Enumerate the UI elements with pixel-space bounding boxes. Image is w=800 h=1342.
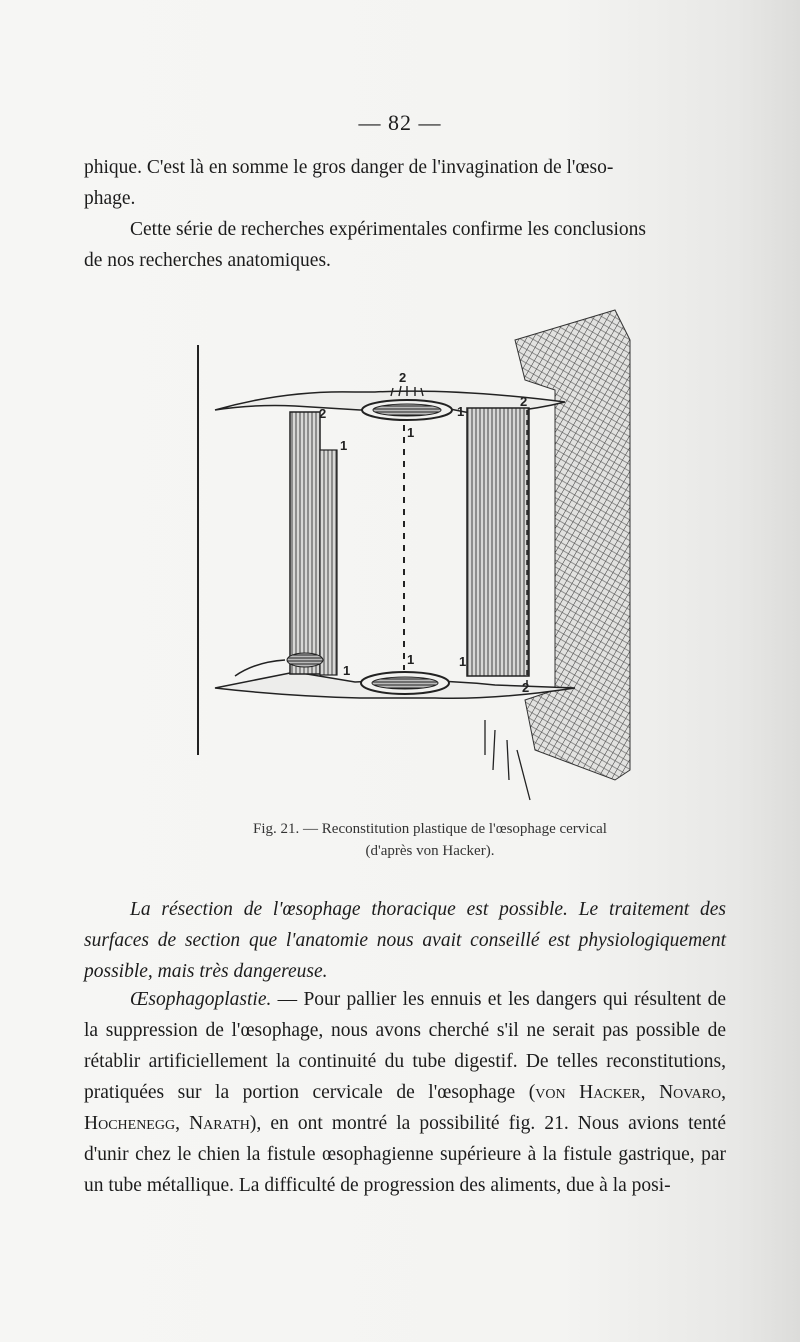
intro-line-2: phage. — [84, 188, 136, 209]
page-number: — 82 — — [358, 110, 442, 135]
label-right-2: 2 — [520, 394, 528, 409]
right-tube — [467, 408, 529, 676]
caption-line-1: Fig. 21. — Reconstitution plastique de l'œsophage cervical — [253, 821, 607, 837]
paragraph-intro — [84, 152, 726, 276]
author-von-hacker: von Hacker — [535, 1082, 641, 1103]
caption-line-2: (d'après von Hacker). — [365, 843, 495, 859]
tissue-hatched-area — [515, 310, 630, 780]
author-narath: Narath — [189, 1113, 250, 1134]
figure-caption — [140, 818, 720, 862]
label-top-center-1: 1 — [407, 425, 415, 440]
label-bottom-center-1: 1 — [407, 652, 415, 667]
label-bottom-left-1: 1 — [343, 663, 351, 678]
label-right-1: 1 — [457, 404, 465, 419]
author-hochenegg: Hochenegg — [84, 1113, 176, 1134]
intro-line-3: Cette série de recherches expérimentales confirme les conclusions — [130, 219, 646, 240]
left-tube-inner — [320, 450, 337, 675]
paragraph-oesophagoplastie — [84, 984, 726, 1201]
intro-line-1: phique. C'est là en somme le gros danger de l'invagination de l'œso- — [84, 157, 614, 178]
label-left-2: 2 — [319, 406, 327, 421]
label-top-2: 2 — [399, 370, 407, 385]
paragraph-resection — [84, 894, 726, 987]
figure-21-illustration — [195, 300, 635, 810]
label-bottom-right-1: 1 — [459, 654, 467, 669]
resection-text: La résection de l'œsophage thoracique est possible. Le traitement des surfaces de section que l'anatomie nous avait conseillé est physiologiquement possible, mais très dangereuse. — [84, 899, 726, 982]
label-bottom-right-2: 2 — [522, 680, 530, 695]
oesophagoplastie-heading: Œsophagoplastie. — [130, 989, 272, 1010]
label-left-1: 1 — [340, 438, 348, 453]
author-novaro: Novaro — [659, 1082, 722, 1103]
oesophagoplastie-text: Œsophagoplastie. — Pour pallier les ennuis et les dangers qui résultent de la suppression de l'œsophage, nous avons cherché s'il ne serait pas possible de rétablir artificiellement la continuité du tube digestif. De telles reconstitutions, pratiquées sur la portion cervicale de l'œsophage (von Hacker, Novaro, Hochenegg, Narath), en ont montré la possibilité fig. 21. Nous avions tenté d'unir chez le chien la fistule œsophagienne supérieure à la fistule gastrique, par un tube métallique. La difficulté de progression des aliments, due à la posi- — [84, 989, 727, 1196]
left-tube-outer — [290, 412, 320, 674]
intro-line-4: de nos recherches anatomiques. — [84, 250, 331, 271]
